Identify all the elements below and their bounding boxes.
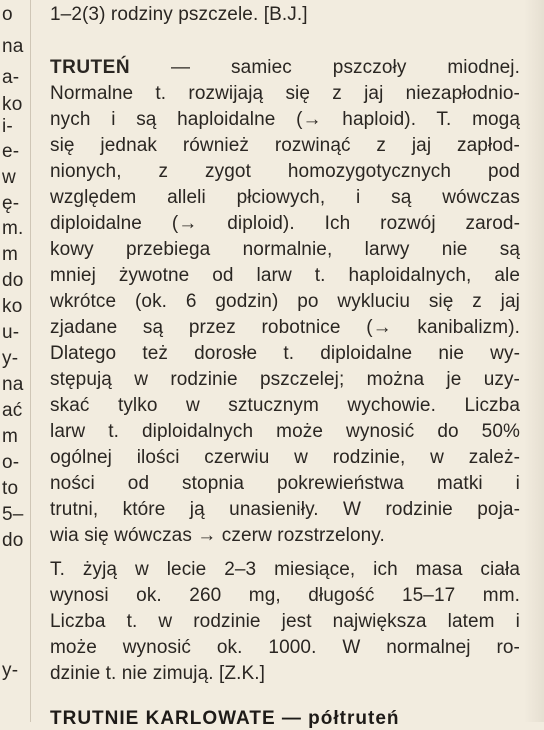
entry-line: skać tylko w sztucznym wychowie. Liczba	[50, 395, 520, 416]
left-fragment: m.	[2, 218, 24, 239]
entry-line: larw t. diploidalnych może wynosić do 50%	[50, 421, 520, 442]
entry-line: diploidalne (→ diploid). Ich rozwój zarod-	[50, 213, 520, 234]
left-fragment: ko	[2, 94, 23, 115]
entry-line: nionych, z zygot homozygotycznych pod	[50, 161, 520, 182]
paragraph-line: Liczba t. w rodzinie jest największa latem i	[50, 611, 520, 632]
left-fragment: na	[2, 36, 24, 57]
left-fragment: y-	[2, 660, 19, 681]
entry-line: ogólnej ilości czerwiu w rodzinie, w zależ-	[50, 447, 520, 468]
entry-line: stępują w rodzinie pszczelej; można je uzy-	[50, 369, 520, 390]
left-fragment: do	[2, 530, 24, 551]
paragraph-line: T. żyją w lecie 2–3 miesiące, ich masa ciała	[50, 559, 520, 580]
entry-line: nych i są haploidalne (→ haploid). T. mogą	[50, 109, 520, 130]
left-fragment: o	[2, 4, 13, 25]
entry-line: zjadane są przez robotnice (→ kanibalizm).	[50, 317, 520, 338]
left-fragment: e-	[2, 141, 20, 162]
left-fragment: o-	[2, 452, 20, 473]
entry-line: mniej żywotne od larw t. haploidalnych, ale	[50, 265, 520, 286]
paragraph-line: wynosi ok. 260 mg, długość 15–17 mm.	[50, 585, 520, 606]
entry-term: TRUTEŃ	[50, 57, 131, 78]
entry-heading-line	[50, 58, 520, 77]
entry-line: Dlatego też dorosłe t. diploidalne nie wy-	[50, 343, 520, 364]
entry-line: trutni, które ją unasieniły. W rodzinie poja-	[50, 499, 520, 520]
entry-line: ności od stopnia pokrewieństwa matki i	[50, 473, 520, 494]
left-fragment: ko	[2, 296, 23, 317]
paragraph-line: może wynosić ok. 1000. W normalnej ro-	[50, 637, 520, 658]
previous-entry-line: 1–2(3) rodziny pszczele. [B.J.]	[50, 4, 308, 25]
entry-line: wkrótce (ok. 6 godzin) po wykluciu się z jaj	[50, 291, 520, 312]
entry-line: względem alleli płciowych, i są wówczas	[50, 187, 520, 208]
left-fragment: m	[2, 426, 19, 447]
left-fragment: y-	[2, 348, 19, 369]
entry-line: kowy przebiega normalnie, larwy nie są	[50, 239, 520, 260]
left-fragment: to	[2, 478, 19, 499]
left-fragment: na	[2, 374, 24, 395]
left-fragment: 5–	[2, 504, 24, 525]
left-fragment: u-	[2, 322, 20, 343]
left-fragment: w	[2, 167, 16, 188]
entry-line: Normalne t. rozwijają się z jaj niezapłodnio-	[50, 83, 520, 104]
paragraph-line: dzinie t. nie zimują. [Z.K.]	[50, 663, 266, 684]
left-fragment: i-	[2, 116, 13, 137]
left-fragment: m	[2, 244, 19, 265]
page-edge	[524, 0, 544, 722]
next-entry-heading: TRUTNIE KARLOWATE — półtruteń	[50, 708, 400, 729]
left-fragment: do	[2, 270, 24, 291]
entry-definition-start: — samiec pszczoły miodnej.	[171, 57, 520, 78]
left-fragment: ać	[2, 400, 23, 421]
left-column-fragments	[0, 0, 31, 722]
left-fragment: ę-	[2, 193, 20, 214]
entry-line: wia się wówczas → czerw rozstrzelony.	[50, 525, 385, 546]
entry-line: się jednak również rozwinąć z jaj zapłod-	[50, 135, 520, 156]
left-fragment: a-	[2, 67, 20, 88]
